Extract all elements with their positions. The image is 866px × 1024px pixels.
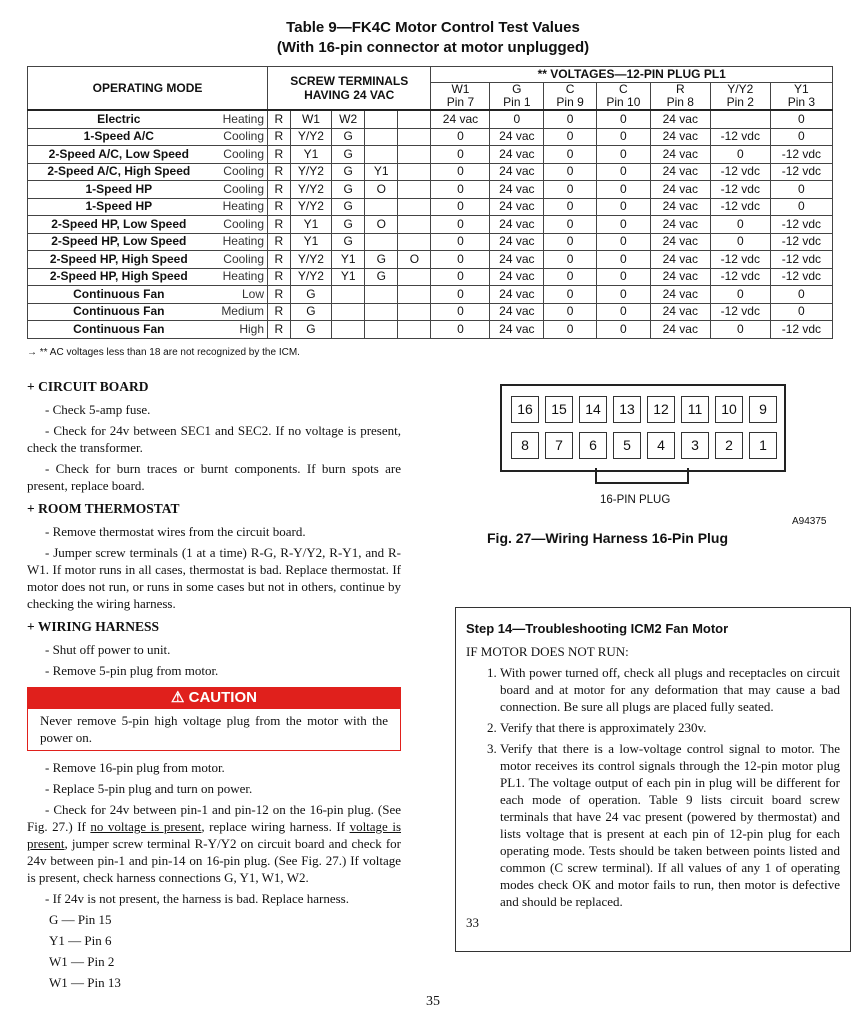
voltage-cell: 0 [431,321,490,339]
harness-step-5 [27,801,401,886]
circuit-board-heading: + CIRCUIT BOARD [27,379,149,394]
voltage-cell: 0 [544,146,597,164]
plug-pin-cell: 5 [613,432,641,459]
operating-mode-cell: Continuous Fan [28,303,210,321]
table-row [28,198,833,216]
voltage-cell: 24 vac [650,321,710,339]
voltage-cell: -12 vdc [770,163,832,181]
screw-terminal-cell: R [268,251,291,269]
pin-list [27,911,401,991]
figure-code: A94375 [792,516,827,527]
voltage-cell: 0 [596,128,650,146]
screw-terminal-cell: O [398,251,431,269]
plug-pin-cell: 4 [647,432,675,459]
voltage-cell: -12 vdc [710,198,770,216]
screw-terminal-cell: R [268,110,291,128]
screw-terminal-cell: R [268,268,291,286]
voltage-cell: 24 vac [650,303,710,321]
caution-text: Never remove 5-pin high voltage plug from the motor with the power on. [40,713,388,745]
mode-function-cell: Cooling [210,128,268,146]
voltage-cell: 24 vac [490,128,544,146]
voltage-cell: -12 vdc [770,146,832,164]
plug-pin-cell: 14 [579,396,607,423]
pin-header-name: W1 [451,82,470,96]
voltage-cell: 0 [431,163,490,181]
voltage-cell: 0 [770,181,832,199]
screw-terminal-cell: G [332,128,365,146]
operating-mode-cell: 2-Speed HP, High Speed [28,268,210,286]
pin-header-number: Pin 8 [666,95,694,109]
table-row [28,321,833,339]
voltage-cell: 0 [596,146,650,164]
voltage-cell: 0 [770,128,832,146]
circuit-board-step-3: - Check for burn traces or burnt components. If burn spots are present, replace board. [27,461,401,493]
voltage-cell: 0 [431,216,490,234]
mode-function-cell: Heating [210,233,268,251]
screw-terminal-cell [332,286,365,304]
voltage-cell: 0 [710,321,770,339]
table-row [28,163,833,181]
pin-header-name: C [619,82,628,96]
voltage-cell: -12 vdc [710,181,770,199]
harness-step-3: - Remove 16-pin plug from motor. [45,760,225,775]
voltage-cell: 24 vac [490,181,544,199]
voltage-cell: 24 vac [650,128,710,146]
screw-terminal-cell [398,303,431,321]
voltage-cell: -12 vdc [710,128,770,146]
voltage-cell: 24 vac [650,181,710,199]
voltage-cell: 0 [770,110,832,128]
step-14-box [455,607,851,952]
screw-terminal-cell: Y/Y2 [290,268,331,286]
pin-header-number: Pin 2 [726,95,754,109]
voltage-cell: 0 [431,198,490,216]
screw-terminal-cell: Y/Y2 [290,181,331,199]
plug-pin-cell: 2 [715,432,743,459]
voltage-cell: 0 [431,303,490,321]
screw-terminal-cell: R [268,128,291,146]
mode-function-cell: High [210,321,268,339]
voltage-cell: 0 [596,286,650,304]
operating-mode-cell: 1-Speed A/C [28,128,210,146]
mode-function-cell: Heating [210,198,268,216]
harness-step-5-part-c: , jumper screw terminal R-Y/Y2 on circuit board and check for 24v between pin-1 and pin-14 on 16-pin plug. (See Fig. 27.) If voltage is present, check harness connections G, Y1, W1, W2. [27,836,401,885]
plug-label: 16-PIN PLUG [600,494,671,506]
harness-step-5-no-voltage: no voltage is present [90,819,202,834]
screw-terminal-cell: R [268,233,291,251]
harness-step-5-part-a: - Check for 24v between pin-1 and pin-12 on the 16-pin plug. (See Fig. 27.) If [27,802,401,834]
screw-terminal-cell: Y1 [290,233,331,251]
voltage-cell: -12 vdc [770,321,832,339]
screw-terminal-cell: Y1 [290,216,331,234]
pin-header [431,83,490,111]
voltage-cell: 0 [596,268,650,286]
voltage-cell: 0 [710,286,770,304]
plug-pin-cell: 8 [511,432,539,459]
voltage-cell: 0 [770,286,832,304]
voltage-cell: 0 [596,181,650,199]
pin-header [650,83,710,111]
pin-header-name: C [565,82,575,96]
voltage-cell: 0 [770,303,832,321]
pin-header-number: Pin 10 [606,95,641,109]
step-14-intro: IF MOTOR DOES NOT RUN: [466,644,629,659]
screw-terminal-cell [398,181,431,199]
voltage-cell: 0 [544,321,597,339]
screw-terminal-cell: G [290,321,331,339]
voltage-cell: 0 [431,128,490,146]
voltage-cell: 0 [431,268,490,286]
pin-list-item: W1 — Pin 13 [49,975,121,990]
screw-terminal-cell: G [332,181,365,199]
voltage-cell: 0 [596,216,650,234]
pin-list-item: G — Pin 15 [49,912,112,927]
header-screw-terminals: SCREW TERMINALS HAVING 24 VAC [268,67,431,111]
screw-terminal-cell: Y1 [332,251,365,269]
voltage-cell: 0 [431,233,490,251]
left-column [27,378,401,995]
screw-terminal-cell: W2 [332,110,365,128]
voltage-cell: 24 vac [490,146,544,164]
table-row [28,251,833,269]
header-voltages: ** VOLTAGES—12-PIN PLUG PL1 [431,67,833,83]
screw-terminal-cell: R [268,181,291,199]
screw-terminal-cell: O [365,181,398,199]
screw-terminal-cell [398,233,431,251]
voltage-cell: 0 [544,216,597,234]
screw-terminal-cell [365,303,398,321]
voltage-cell: 24 vac [650,251,710,269]
screw-terminal-cell [398,321,431,339]
screw-terminal-cell: R [268,321,291,339]
plug-pin-cell: 15 [545,396,573,423]
caution-box [27,709,401,751]
screw-terminal-cell [398,163,431,181]
plug-pin-cell: 11 [681,396,709,423]
voltage-cell: 0 [596,163,650,181]
screw-terminal-cell [365,321,398,339]
pin-header-name: Y1 [794,82,809,96]
pin-list-item: Y1 — Pin 6 [49,933,112,948]
voltage-cell: 24 vac [650,268,710,286]
screw-terminal-cell: R [268,303,291,321]
pin-header-number: Pin 1 [503,95,531,109]
voltage-cell: 24 vac [650,216,710,234]
screw-terminal-cell: Y/Y2 [290,251,331,269]
screw-terminal-cell: R [268,198,291,216]
pin-header-name: G [512,82,522,96]
plug-pin-cell: 12 [647,396,675,423]
mode-function-cell: Cooling [210,251,268,269]
voltage-cell: 24 vac [490,321,544,339]
screw-terminal-cell: Y1 [365,163,398,181]
caution-title: CAUTION [188,689,257,706]
screw-terminal-cell [398,216,431,234]
pin-header [596,83,650,111]
table-row [28,110,833,128]
screw-terminal-cell [398,128,431,146]
voltage-cell: 0 [596,110,650,128]
voltage-cell: 24 vac [650,233,710,251]
plug-latch-tab [595,468,689,484]
screw-terminal-cell [365,128,398,146]
plug-pin-cell: 6 [579,432,607,459]
voltage-cell: 0 [490,110,544,128]
voltage-cell: 24 vac [490,251,544,269]
voltage-cell: 24 vac [650,146,710,164]
voltage-cell: -12 vdc [770,216,832,234]
voltage-cell: 0 [770,198,832,216]
circuit-board-step-2: - Check for 24v between SEC1 and SEC2. If no voltage is present, check the transformer. [27,423,401,455]
step-14-title: Step 14—Troubleshooting ICM2 Fan Motor [466,621,729,636]
screw-terminal-cell: W1 [290,110,331,128]
voltage-cell: 0 [431,286,490,304]
harness-step-5-part-b: , replace wiring harness. If [201,819,350,834]
screw-terminal-cell [398,146,431,164]
circuit-board-step-1: - Check 5-amp fuse. [45,402,151,417]
voltage-cell: -12 vdc [710,163,770,181]
screw-terminal-cell: R [268,146,291,164]
pin-header-number: Pin 7 [446,95,475,109]
screw-terminal-cell: G [332,163,365,181]
caution-banner [27,687,401,709]
box-page-number: 33 [466,915,479,930]
screw-terminal-cell: G [365,251,398,269]
sixteen-pin-plug-diagram [500,384,786,472]
operating-mode-cell: 1-Speed HP [28,181,210,199]
mode-function-cell: Low [210,286,268,304]
screw-terminal-cell: O [365,216,398,234]
mode-function-cell: Heating [210,268,268,286]
warning-triangle-icon: ⚠ [171,689,185,706]
voltage-cell: 0 [544,163,597,181]
screw-terminal-cell [398,286,431,304]
plug-pin-cell: 3 [681,432,709,459]
voltage-cell: 24 vac [490,198,544,216]
step-14-item: 1. With power turned off, check all plugs and receptacles on circuit board and at motor for any deformation that may cause a bad connection. Be sure all plugs are placed fully seated. [500,664,840,715]
voltage-cell: 0 [596,303,650,321]
table-row [28,128,833,146]
operating-mode-cell: 2-Speed A/C, High Speed [28,163,210,181]
step-14-item: 2. Verify that there is approximately 230v. [500,719,840,736]
screw-terminal-cell [365,146,398,164]
pin-list-item: W1 — Pin 2 [49,954,115,969]
voltage-cell: 0 [544,128,597,146]
voltage-cell: 24 vac [490,216,544,234]
harness-step-5-voltage: voltage is present [27,819,402,851]
voltage-cell: 0 [710,233,770,251]
pin-header [544,83,597,111]
table-row [28,216,833,234]
voltage-cell: 0 [544,181,597,199]
pin-header-name: R [675,82,685,96]
table-title-line1: Table 9—FK4C Motor Control Test Values [286,19,580,36]
voltage-cell: 24 vac [490,233,544,251]
header-operating-mode: OPERATING MODE [28,67,268,111]
motor-control-table [27,66,833,339]
screw-terminal-cell: G [365,268,398,286]
operating-mode-cell: Continuous Fan [28,286,210,304]
screw-terminal-cell: G [332,146,365,164]
harness-step-2: - Remove 5-pin plug from motor. [45,663,219,678]
voltage-cell: 24 vac [650,286,710,304]
voltage-cell: 0 [596,198,650,216]
voltage-cell: 0 [431,251,490,269]
thermostat-step-2: - Jumper screw terminals (1 at a time) R-G, R-Y/Y2, R-Y1, and R-W1. If motor runs in all cases, thermostat is bad. Replace thermostat. If motor does not run, or runs in some cases but not in others, continue by checking the wiring harness. [27,545,401,611]
step-14-item: 3. Verify that there is a low-voltage control signal to motor. The motor receives its control signals through the 12-pin motor plug PL1. The voltage output of each pin in plug will be different for each mode of operation. Table 9 lists circuit board screw terminals that have 24 vac present (powered by thermostat) and lists voltage that is present at each pin of 12-pin plug for each operating mode. Tests should be taken between points listed and common (C screw terminal). If all values of any 1 of operating modes check OK and motor fails to run, then motor is defective and should be replaced. [500,740,840,910]
screw-terminal-cell: G [332,216,365,234]
voltage-cell: 0 [431,146,490,164]
voltage-cell: 0 [544,251,597,269]
voltage-cell: 24 vac [490,286,544,304]
mode-function-cell: Medium [210,303,268,321]
screw-terminal-cell: R [268,286,291,304]
voltage-cell: 24 vac [431,110,490,128]
voltage-cell: 24 vac [490,268,544,286]
plug-pin-cell: 13 [613,396,641,423]
pin-header-number: Pin 9 [556,95,584,109]
voltage-cell [710,110,770,128]
voltage-cell: 0 [710,146,770,164]
voltage-cell: -12 vdc [770,251,832,269]
table-row [28,181,833,199]
figure-caption: Fig. 27—Wiring Harness 16-Pin Plug [487,530,729,546]
table-title [0,18,866,58]
screw-terminal-cell: Y/Y2 [290,163,331,181]
screw-terminal-cell [365,198,398,216]
voltage-cell: 0 [596,321,650,339]
voltage-cell: 0 [544,268,597,286]
plug-pin-cell: 1 [749,432,777,459]
operating-mode-cell: Electric [28,110,210,128]
table-row [28,146,833,164]
table-footnote: → ** AC voltages less than 18 are not recognized by the ICM. [27,347,300,358]
operating-mode-cell: Continuous Fan [28,321,210,339]
operating-mode-cell: 1-Speed HP [28,198,210,216]
voltage-cell: -12 vdc [770,233,832,251]
harness-step-4: - Replace 5-pin plug and turn on power. [45,781,253,796]
voltage-cell: 24 vac [490,163,544,181]
operating-mode-cell: 2-Speed A/C, Low Speed [28,146,210,164]
voltage-cell: 0 [431,181,490,199]
screw-terminal-cell: R [268,163,291,181]
mode-function-cell: Cooling [210,216,268,234]
pin-header [490,83,544,111]
plug-pin-cell: 9 [749,396,777,423]
screw-terminal-cell [365,233,398,251]
voltage-cell: 24 vac [650,198,710,216]
voltage-cell: 0 [544,233,597,251]
screw-terminal-cell: Y/Y2 [290,198,331,216]
mode-function-cell: Cooling [210,146,268,164]
screw-terminal-cell [365,110,398,128]
harness-step-1: - Shut off power to unit. [45,642,171,657]
voltage-cell: 0 [544,198,597,216]
voltage-cell: 0 [544,303,597,321]
page-number: 35 [426,994,440,1009]
voltage-cell: -12 vdc [770,268,832,286]
mode-function-cell: Cooling [210,163,268,181]
voltage-cell: 24 vac [650,163,710,181]
table-title-line2: (With 16-pin connector at motor unplugged) [276,39,590,56]
voltage-cell: -12 vdc [710,303,770,321]
voltage-cell: -12 vdc [710,251,770,269]
plug-pin-cell: 7 [545,432,573,459]
voltage-cell: -12 vdc [710,268,770,286]
screw-terminal-cell [398,268,431,286]
plug-pin-cell: 10 [715,396,743,423]
pin-header-number: Pin 3 [787,95,816,109]
voltage-cell: 0 [544,110,597,128]
screw-terminal-cell: Y/Y2 [290,128,331,146]
voltage-cell: 0 [596,233,650,251]
table-row [28,303,833,321]
table-row [28,286,833,304]
operating-mode-cell: 2-Speed HP, Low Speed [28,216,210,234]
screw-terminal-cell: G [332,233,365,251]
step-14-list [466,664,840,910]
pin-header [770,83,832,111]
voltage-cell: 0 [596,251,650,269]
screw-terminal-cell: R [268,216,291,234]
room-thermostat-heading: + ROOM THERMOSTAT [27,501,180,516]
table-row [28,268,833,286]
screw-terminal-cell [332,303,365,321]
screw-terminal-cell: Y1 [332,268,365,286]
mode-function-cell: Heating [210,110,268,128]
thermostat-step-1: - Remove thermostat wires from the circuit board. [45,524,306,539]
pin-header-name: Y/Y2 [727,82,754,96]
operating-mode-cell: 2-Speed HP, High Speed [28,251,210,269]
screw-terminal-cell: G [290,286,331,304]
screw-terminal-cell: G [332,198,365,216]
pin-header [710,83,770,111]
table-row [28,233,833,251]
voltage-cell: 0 [710,216,770,234]
voltage-cell: 0 [544,286,597,304]
voltage-cell: 24 vac [490,303,544,321]
plug-pin-cell: 16 [511,396,539,423]
operating-mode-cell: 2-Speed HP, Low Speed [28,233,210,251]
screw-terminal-cell: Y1 [290,146,331,164]
screw-terminal-cell [398,110,431,128]
screw-terminal-cell [365,286,398,304]
screw-terminal-cell [332,321,365,339]
screw-terminal-cell: G [290,303,331,321]
voltage-cell: 24 vac [650,110,710,128]
mode-function-cell: Cooling [210,181,268,199]
wiring-harness-heading: + WIRING HARNESS [27,619,159,634]
screw-terminal-cell [398,198,431,216]
harness-step-6: - If 24v is not present, the harness is bad. Replace harness. [45,891,349,906]
